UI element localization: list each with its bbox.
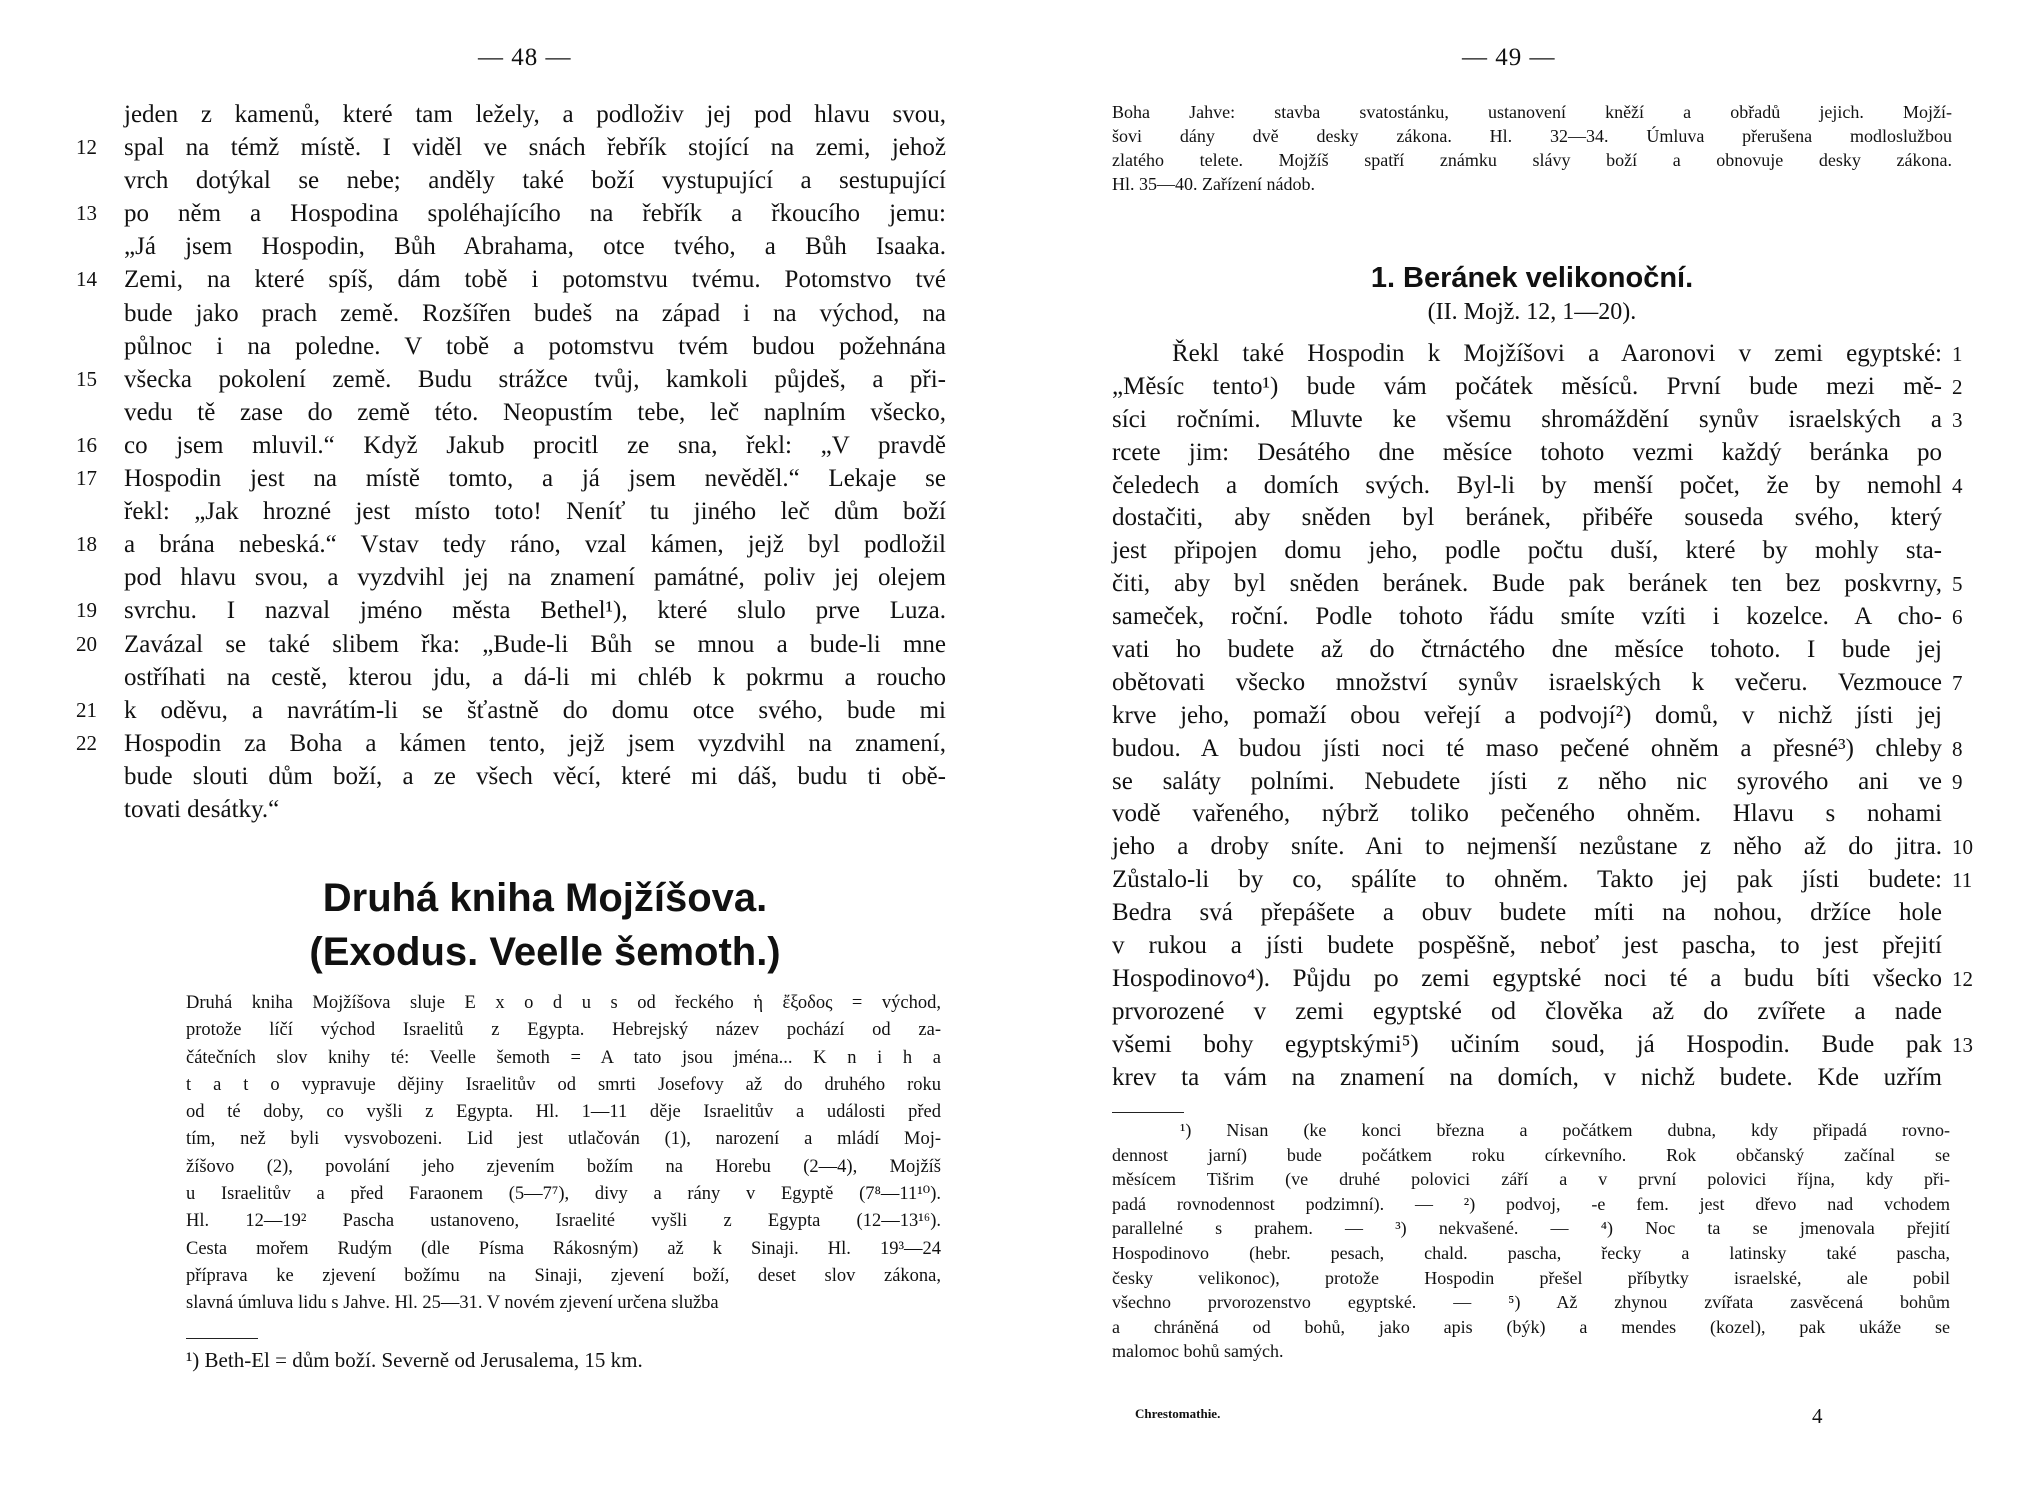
verse-text: vedu tě zase do země této. Neopustím tebe, leč naplním všecko, <box>124 398 946 426</box>
intro-line: Cesta mořem Rudým (dle Písma Rákosným) až k Sinaji. Hl. 19³—24 <box>186 1238 941 1259</box>
verse-number: 22 <box>76 730 97 755</box>
verse-number: 8 <box>1952 736 1963 761</box>
verse-text: svrchu. I nazval jméno města Bethel¹), které slulo prve Luza. <box>124 597 946 625</box>
verse-text: budou. A budou jísti noci té maso pečené ohněm a přesné³) chleby <box>1112 734 1942 762</box>
verse-number: 21 <box>76 697 97 722</box>
verse-line <box>1112 338 1963 371</box>
intro-line: příprava ke zjevení božímu na Sinaji, zjevení boží, deset slov zákona, <box>186 1265 941 1286</box>
footnote-divider <box>186 1338 258 1339</box>
verse-number: 5 <box>1952 572 1963 597</box>
verse-text: bude jako prach země. Rozšířen budeš na západ i na východ, na <box>124 299 946 327</box>
verse-line <box>76 396 946 429</box>
verse-text: jeden z kamenů, které tam ležely, a podloživ jej pod hlavu svou, <box>124 101 946 128</box>
verse-line <box>1112 634 1942 667</box>
summary-line: Boha Jahve: stavba svatostánku, ustanovení kněží a obřadů jejich. Mojží- <box>1112 102 1952 122</box>
verse-line <box>76 131 946 164</box>
verse-text: „Měsíc tento¹) bude vám počátek měsíců. První bude mezi mě- <box>1112 372 1942 400</box>
verse-text: vodě vařeného, nýbrž toliko pečeného ohněm. Hlavu s nohami <box>1112 800 1942 828</box>
intro-line: žíšovo (2), povolání jeho zjevením božím na Horebu (2—4), Mojžíš <box>186 1156 941 1177</box>
summary-line: Hl. 35—40. Zařízení nádob. <box>1112 174 1315 194</box>
verse-line <box>1112 798 1942 831</box>
footnote-line: měsícem Tišrim (ve druhé polovici září a v první polovici října, kdy při- <box>1112 1169 1950 1190</box>
intro-line: tím, než byli vysvobozeni. Lid jest utlačován (1), narození a mládí Moj- <box>186 1129 941 1150</box>
footnote-line: všechno prvorozenstvo egyptské. — ⁵) Až zhynou zvířata zasvěcená bohům <box>1112 1292 1950 1313</box>
summary-line: zlatého telete. Mojžíš spatří známku slávy boží a obnovuje desky zákona. <box>1112 150 1952 170</box>
verse-line <box>1112 1062 1942 1095</box>
verse-line <box>1112 930 1942 963</box>
verse-number: 13 <box>76 201 97 226</box>
verse-text: Řekl také Hospodin k Mojžíšovi a Aaronovi v zemi egyptské: <box>1172 340 1942 367</box>
verse-line <box>76 495 946 528</box>
verse-text: jeho a droby sníte. Ani to nejmenší nezůstane z něho až do jitra. <box>1112 833 1942 861</box>
verse-number: 6 <box>1952 605 1963 630</box>
verse-text: v rukou a jísti budete pospěšně, neboť jest pascha, to jest přejití <box>1112 932 1942 960</box>
intro-line: Hl. 12—19² Pascha ustanoveno, Israelité vyšli z Egypta (12—13¹⁶). <box>186 1211 941 1232</box>
verse-number: 12 <box>76 135 97 160</box>
verse-line <box>1112 667 1963 700</box>
footnote-line: malomoc bohů samých. <box>1112 1341 1284 1362</box>
verse-number: 9 <box>1952 769 1963 794</box>
verse-line <box>76 197 946 230</box>
verse-text: Hospodin za Boha a kámen tento, jejž jsem vyzdvihl na znamení, <box>124 729 946 757</box>
verse-line <box>1112 502 1942 535</box>
intro-line: t a t o vypravuje dějiny Israelitův od smrti Josefovy až do druhého roku <box>186 1074 941 1095</box>
footnote-line: Hospodinovo (hebr. pesach, chald. pascha, řecky a latinsky také pascha, <box>1112 1242 1950 1263</box>
verse-number: 19 <box>76 598 97 623</box>
intro-line: u Israelitův a před Faraonem (5—7⁷), divy a rány v Egyptě (7⁸—11¹⁰). <box>186 1184 941 1205</box>
verse-line <box>1112 1029 1973 1062</box>
verse-line <box>1112 437 1942 470</box>
verse-text: sameček, roční. Podle tohoto řádu smíte vzíti i kozelce. A cho- <box>1112 603 1942 631</box>
verse-text: čeledech a domích svých. Byl-li by menší počet, že by nemohl <box>1112 471 1942 499</box>
verse-line <box>1112 733 1963 766</box>
book-summary-continued <box>1112 100 1952 196</box>
verse-text: prvorozené v zemi egyptské od člověka až do zvířete a nade <box>1112 997 1942 1025</box>
verse-number: 20 <box>76 631 97 656</box>
verse-text: ostříhati na cestě, kterou jdu, a dá-li mi chléb k pokrmu a roucho <box>124 663 946 691</box>
verse-line <box>76 297 946 330</box>
intro-line: slavná úmluva lidu s Jahve. Hl. 25—31. V novém zjevení určena služba <box>186 1293 719 1314</box>
verse-number: 1 <box>1952 342 1963 366</box>
verse-text: tovati desátky.“ <box>124 795 280 823</box>
verse-line <box>76 793 946 826</box>
verse-text: dostačiti, aby sněden byl beránek, přibéře souseda svého, který <box>1112 504 1942 532</box>
section-reference: (II. Mojž. 12, 1—20). <box>1427 299 1637 325</box>
intro-line: Druhá kniha Mojžíšova sluje E x o d u s od řeckého ἡ ἔξοδος = východ, <box>186 993 941 1013</box>
verse-text: Zavázal se také slibem řka: „Bude-li Bůh se mnou a bude-li mne <box>124 630 946 658</box>
verse-text: všemi bohy egyptskými⁵) učiním soud, já Hospodin. Bude pak <box>1112 1030 1942 1058</box>
verse-line <box>76 462 946 495</box>
verse-text: vati ho budete až do čtrnáctého dne měsíce tohoto. I bude jej <box>1112 636 1942 664</box>
footnote-line: a chráněná od bohů, jako apis (býk) a mendes (kozel), pak ukáže se <box>1112 1316 1950 1337</box>
verse-text: bude slouti dům boží, a ze všech věcí, které mi dáš, budu ti obě- <box>124 762 946 790</box>
verse-line <box>76 230 946 263</box>
verse-line <box>76 363 946 396</box>
summary-line: šovi dány dvě desky zákona. Hl. 32—34. Úmluva přerušena modloslužbou <box>1112 126 1952 146</box>
verse-text: se saláty polními. Nebudete jísti z něho nic syrového ani ve <box>1112 767 1942 795</box>
verse-text: vrch dotýkal se nebe; anděly také boží vystupující a sestupující <box>124 167 946 195</box>
verse-text: Zůstalo-li by co, spálíte to ohněm. Takto jej pak jísti budete: <box>1112 866 1942 894</box>
verse-text: pod hlavu svou, a vyzdvihl jej na znamení památné, poliv jej olejem <box>124 564 946 592</box>
footnote-divider <box>1112 1112 1184 1113</box>
footnote-line: parallelné s prahem. — ³) nekvašené. — ⁴) Noc ta se jmenovala přejití <box>1112 1218 1950 1239</box>
verse-text: krev ta vám na znamení na domích, v nichž budete. Kde uzřím <box>1112 1063 1942 1091</box>
verse-line <box>1112 831 1973 864</box>
verse-line <box>1112 404 1963 437</box>
verse-text: a brána nebeská.“ Vstav tedy ráno, vzal kámen, jejž byl podložil <box>124 531 946 559</box>
verse-number: 12 <box>1952 966 1973 991</box>
verse-line <box>76 628 946 661</box>
verse-line <box>1112 864 1973 897</box>
verse-number: 4 <box>1952 473 1963 498</box>
intro-line: protože líčí východ Israelitů z Egypta. Hebrejský název pochází od za- <box>186 1020 941 1041</box>
footnote-line: ¹) Nisan (ke konci března a počátkem dubna, kdy připadá rovno- <box>1180 1120 1950 1140</box>
verse-line <box>76 263 946 296</box>
verse-number: 15 <box>76 366 97 391</box>
footnote-line: padá rovnodennost podzimní). — ²) podvoj, -e fem. jest dřevo nad vchodem <box>1112 1193 1950 1214</box>
verse-line <box>76 164 946 197</box>
verse-line <box>76 760 946 793</box>
verse-text: čiti, aby byl sněden beránek. Bude pak beránek ten bez poskvrny, <box>1112 570 1942 598</box>
verse-line <box>76 330 946 363</box>
verse-number: 18 <box>76 532 97 557</box>
footnotes <box>1112 1118 1950 1364</box>
verse-line <box>1112 568 1963 601</box>
verse-text: Bedra svá přepášete a obuv budete míti na nohou, držíce hole <box>1112 899 1942 927</box>
intro-line: od té doby, co vyšli z Egypta. Hl. 1—11 děje Israelitův a události před <box>186 1102 941 1123</box>
verse-number: 10 <box>1952 835 1973 860</box>
verse-text: rcete jim: Desátého dne měsíce tohoto vezmi každý beránka po <box>1112 438 1942 466</box>
verse-text: Hospodin jest na místě tomto, a já jsem nevěděl.“ Lekaje se <box>124 465 946 493</box>
verse-line <box>1112 897 1942 930</box>
right-verse-text <box>1112 338 1973 1094</box>
verse-text: síci ročními. Mluvte ke všemu shromáždění synův israelských a <box>1112 405 1942 433</box>
verse-text: Zemi, na které spíš, dám tobě i potomstvu tvému. Potomstvo tvé <box>124 266 946 294</box>
verse-line <box>76 528 946 561</box>
verse-line <box>1112 535 1942 568</box>
footnote-line: dennost jarní) bude počátkem roku církevního. Rok občanský začínal se <box>1112 1144 1950 1165</box>
verse-text: po něm a Hospodina spoléhajícího na řebřík a řkoucího jemu: <box>124 200 946 228</box>
verse-line <box>1112 470 1963 503</box>
section-title: 1. Beránek velikonoční. <box>1370 262 1694 294</box>
right-page <box>1010 0 2020 1500</box>
verse-number: 13 <box>1952 1032 1973 1057</box>
verse-number: 7 <box>1952 670 1963 695</box>
verse-text: k oděvu, a navrátím-li se šťastně do domu otce svého, bude mi <box>124 696 946 724</box>
verse-text: obětovati všecko množství synův israelských k večeru. Vezmouce <box>1112 668 1942 696</box>
verse-text: „Já jsem Hospodin, Bůh Abrahama, otce tvého, a Bůh Isaaka. <box>124 233 946 261</box>
page-number: — 48 — <box>478 44 572 71</box>
verse-line <box>1112 766 1963 799</box>
verse-line <box>76 594 946 627</box>
book-title: Druhá kniha Mojžíšova. <box>322 876 768 920</box>
printer-signature: Chrestomathie. <box>1135 1406 1221 1421</box>
footnote: ¹) Beth-El = dům boží. Severně od Jerusalema, 15 km. <box>186 1348 643 1372</box>
left-verse-text <box>76 98 946 826</box>
verse-line <box>76 429 946 462</box>
verse-line <box>76 694 946 727</box>
verse-number: 11 <box>1952 868 1973 893</box>
verse-line <box>1112 371 1963 404</box>
verse-line <box>76 561 946 594</box>
verse-text: všecka pokolení země. Budu strážce tvůj, kamkoli půjdeš, a při- <box>124 365 946 393</box>
page-number: — 49 — <box>1462 44 1556 71</box>
verse-number: 16 <box>76 432 97 457</box>
verse-line <box>76 727 946 760</box>
verse-text: co jsem mluvil.“ Když Jakub procitl ze sna, řekl: „V pravdě <box>124 431 946 459</box>
verse-line <box>1112 996 1942 1029</box>
verse-number: 3 <box>1952 407 1963 432</box>
verse-line <box>76 98 946 131</box>
verse-text: Hospodinovo⁴). Půjdu po zemi egyptské noci té a budu bíti všecko <box>1112 964 1942 992</box>
signature-number: 4 <box>1812 1404 1823 1428</box>
verse-text: půlnoc i na poledne. V tobě a potomstvu tvém budou požehnána <box>124 332 946 360</box>
verse-line <box>1112 963 1973 996</box>
verse-text: jest připojen domu jeho, podle počtu duší, které by mohly sta- <box>1112 537 1942 565</box>
verse-line <box>76 661 946 694</box>
verse-line <box>1112 700 1942 733</box>
intro-line: čátečních slov knihy té: Veelle šemoth = A tato jsou jména... K n i h a <box>186 1047 941 1068</box>
footnote-line: česky velikonoc), protože Hospodin přešel příbytky israelské, ale pobil <box>1112 1267 1950 1288</box>
book-introduction <box>186 990 941 1318</box>
verse-number: 17 <box>76 466 97 491</box>
verse-number: 14 <box>76 267 97 292</box>
verse-text: krve jeho, pomaží obou veřejí a podvojí²) domů, v nichž jísti jej <box>1112 701 1942 729</box>
book-subtitle: (Exodus. Veelle šemoth.) <box>309 930 781 974</box>
verse-text: řekl: „Jak hrozné jest místo toto! Neníť tu jiného leč dům boží <box>124 498 946 526</box>
verse-number: 2 <box>1952 374 1963 399</box>
verse-text: spal na témž místě. I viděl ve snách řebřík stojící na zemi, jehož <box>124 134 946 162</box>
verse-line <box>1112 601 1963 634</box>
